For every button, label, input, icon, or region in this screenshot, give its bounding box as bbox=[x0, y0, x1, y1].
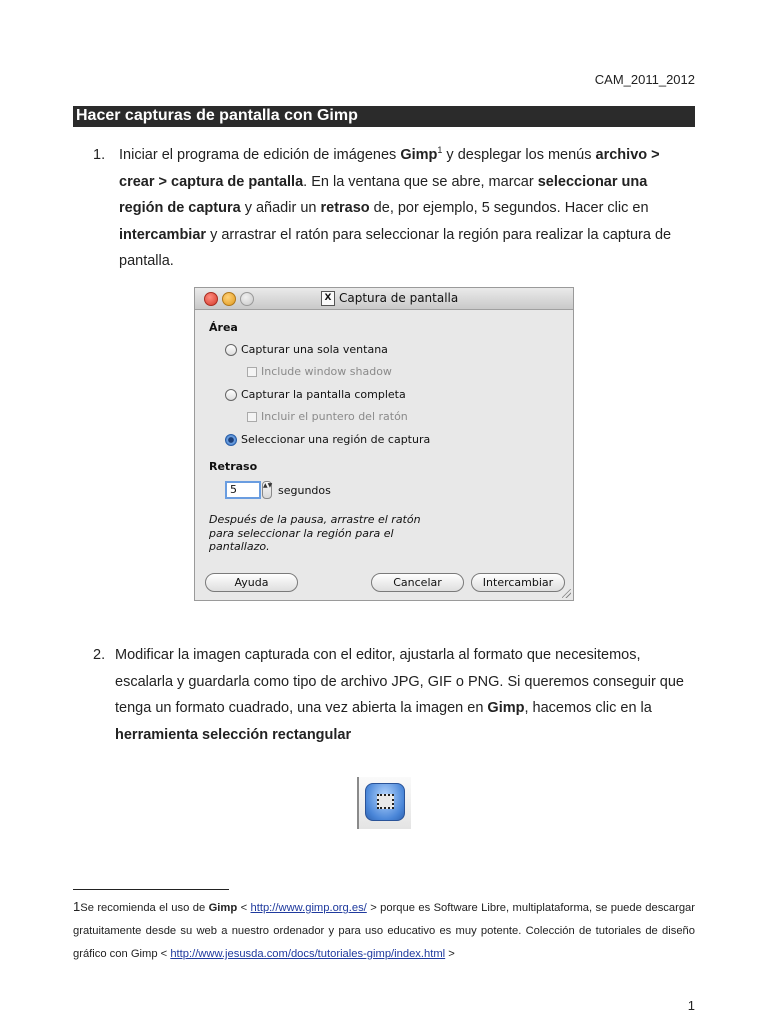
checkbox-include-pointer[interactable] bbox=[247, 410, 408, 423]
checkbox-icon[interactable] bbox=[247, 412, 257, 422]
step-2-text: Modificar la imagen capturada con el editor, ajustarla al formato que necesitemos, escalarla y guardarla como tipo de archivo JPG, GIF o PNG. Si queremos conseguir que tenga un formato cuadrado, una vez abierta la imagen en Gimp, hacemos clic en la herramienta selección rectangular bbox=[115, 647, 684, 743]
cancel-button[interactable]: Cancelar bbox=[371, 573, 464, 592]
close-window-icon[interactable] bbox=[204, 292, 218, 306]
step-1 bbox=[93, 142, 693, 275]
delay-spin-input[interactable]: 5 bbox=[225, 481, 261, 499]
dialog-title: Captura de pantalla bbox=[339, 291, 459, 305]
gimp-link[interactable]: http://www.gimp.org.es/ bbox=[250, 902, 367, 914]
header-code: CAM_2011_2012 bbox=[594, 72, 695, 87]
area-label: Área bbox=[209, 321, 238, 334]
footnote: 1Se recomienda el uso de Gimp < http://www.gimp.org.es/ > porque es Software Libre, multiplataforma, se puede descargar gratuitamente desde su web a nuestro ordenador y para uso educativo es muy potente. Colección de tutoriales de diseño gráfico con Gimp < http://www.jesusda.com/docs/tutoriales-gimp/index.html > bbox=[73, 899, 695, 960]
step-2 bbox=[93, 642, 693, 748]
section-title: Hacer capturas de pantalla con Gimp bbox=[76, 107, 358, 124]
checkbox-window-shadow[interactable] bbox=[247, 365, 392, 378]
x11-app-icon: X bbox=[321, 291, 335, 306]
rectangle-select-tool-icon bbox=[357, 777, 411, 829]
page-number: 1 bbox=[687, 998, 695, 1013]
radio-selected-icon[interactable] bbox=[225, 434, 237, 446]
delay-label: Retraso bbox=[209, 460, 258, 473]
spin-arrows-icon[interactable]: ▲▼ bbox=[262, 481, 272, 499]
resize-grip-icon[interactable] bbox=[562, 589, 571, 598]
checkbox-include-pointer-label: Incluir el puntero del ratón bbox=[261, 410, 408, 423]
delay-unit-label: segundos bbox=[278, 484, 331, 497]
step-2-number: 2. bbox=[93, 647, 106, 663]
help-button[interactable]: Ayuda bbox=[205, 573, 298, 592]
dialog-note: Después de la pausa, arrastre el ratón para seleccionar la región para el pantallazo. bbox=[209, 513, 421, 553]
zoom-window-icon[interactable] bbox=[240, 292, 254, 306]
rectangle-select-button bbox=[365, 783, 405, 821]
radio-single-window[interactable] bbox=[225, 343, 388, 356]
step-1-text: Iniciar el programa de edición de imágenes Gimp$^1$ y desplegar los menús archivo > crear > captura de pantalla. En la ventana que se abre, marcar seleccionar una región de captura y añadir un retraso de, por ejemplo, 5 segundos. Hacer clic en intercambiar y arrastrar el ratón para seleccionar la región para realizar la captura de pantalla. bbox=[119, 145, 672, 269]
checkbox-window-shadow-label: Include window shadow bbox=[261, 365, 392, 378]
swap-button[interactable]: Intercambiar bbox=[471, 573, 565, 592]
tutorials-link[interactable]: http://www.jesusda.com/docs/tutoriales-gimp/index.html bbox=[170, 948, 446, 960]
radio-icon[interactable] bbox=[225, 344, 237, 356]
radio-icon[interactable] bbox=[225, 389, 237, 401]
radio-full-screen[interactable] bbox=[225, 388, 406, 401]
radio-select-region-label: Seleccionar una región de captura bbox=[241, 433, 431, 446]
step-1-number: 1. bbox=[93, 147, 106, 163]
minimize-window-icon[interactable] bbox=[222, 292, 236, 306]
footnote-rule bbox=[73, 889, 229, 890]
dialog-titlebar bbox=[195, 288, 573, 310]
dotted-rectangle-icon bbox=[377, 794, 394, 809]
radio-full-screen-label: Capturar la pantalla completa bbox=[241, 388, 406, 401]
radio-select-region[interactable] bbox=[225, 433, 430, 446]
checkbox-icon[interactable] bbox=[247, 367, 257, 377]
section-title-bar bbox=[73, 106, 695, 127]
capture-dialog-screenshot bbox=[194, 287, 574, 601]
radio-single-window-label: Capturar una sola ventana bbox=[241, 343, 388, 356]
